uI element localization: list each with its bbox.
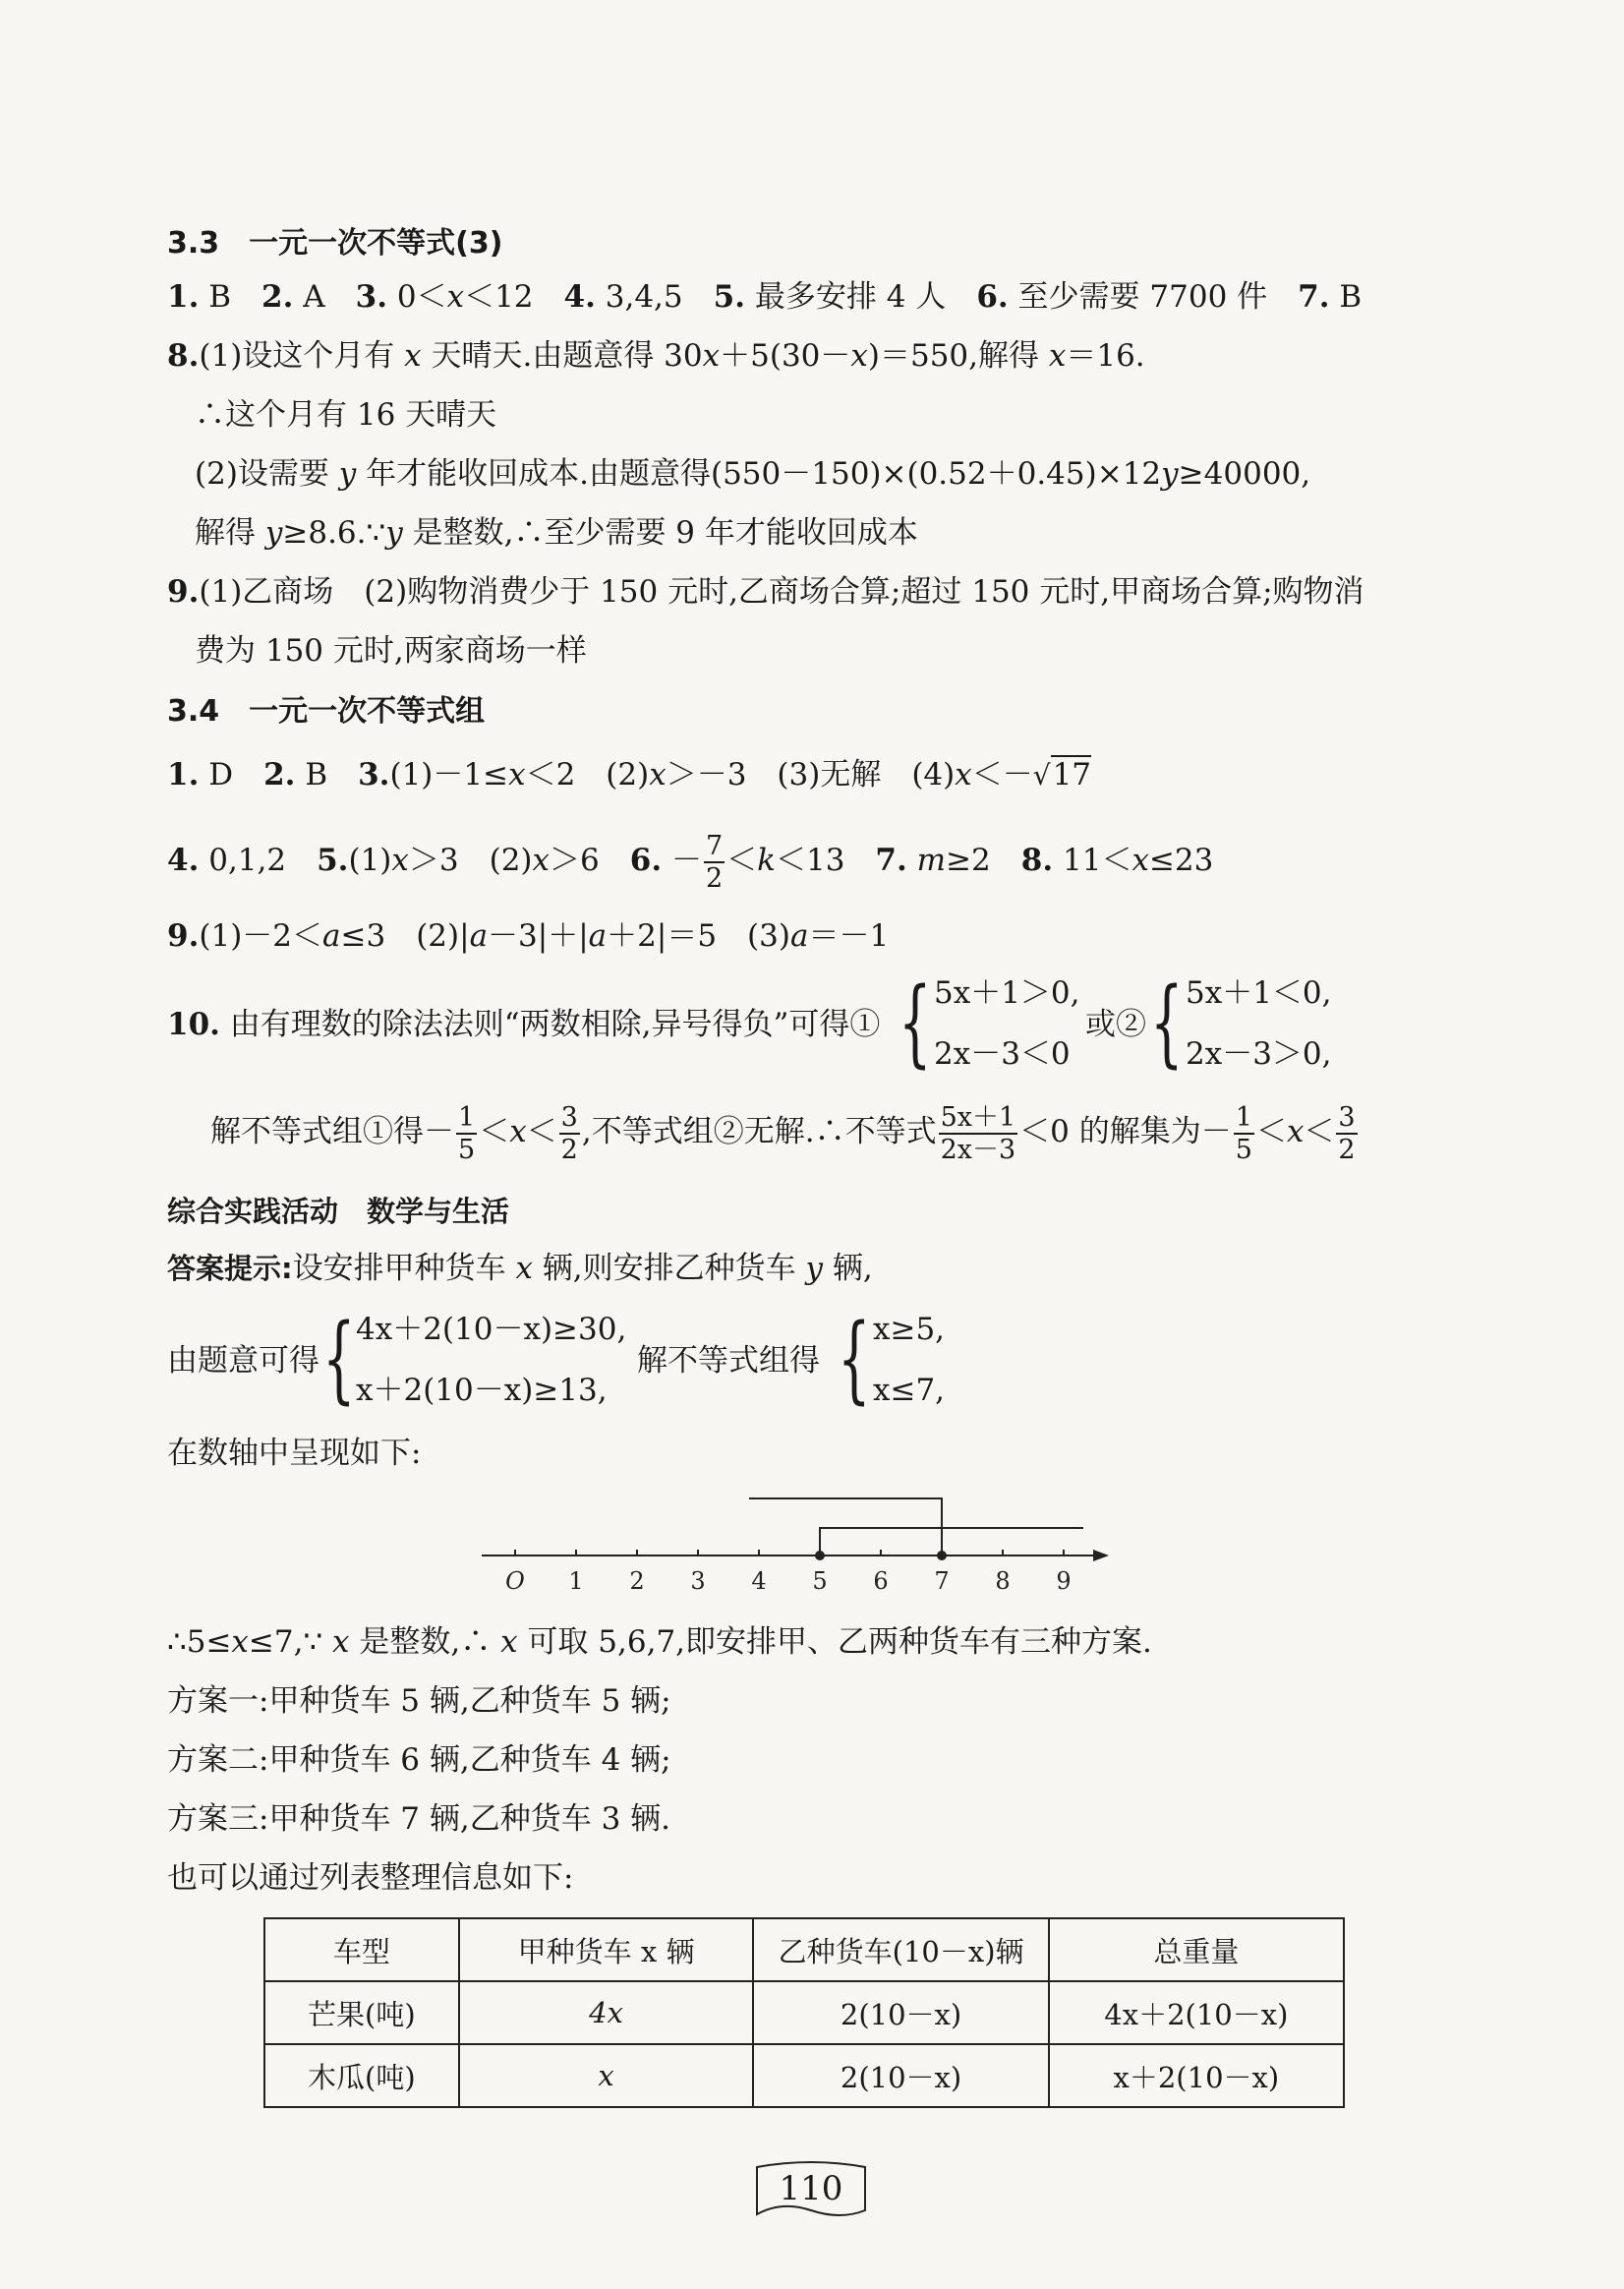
section-3-3-title: 3.3 一元一次不等式(3) [167, 226, 503, 261]
s33-q8-part2-solution: 解得 y≥8.6.∵y 是整数,∴至少需要 9 年才能收回成本 [195, 515, 918, 551]
by-problem-label: 由题意可得 [167, 1343, 319, 1379]
table-cell: 4x [459, 1981, 754, 2044]
page-number: 110 [779, 2169, 843, 2208]
section-3-4-title: 3.4 一元一次不等式组 [167, 694, 486, 729]
range-x-ge-5 [820, 1528, 1083, 1555]
system-4-eq1: x≥5, [873, 1312, 946, 1347]
s33-answers-line-1: 1. B 2. A 3. 0＜x＜12 4. 3,4,5 5. 最多安排 4 人 6. 至少需要 7700 件 7. B [167, 279, 1363, 315]
system-2-eq1: 5x＋1＜0, [1186, 975, 1332, 1011]
number-line-arrow-icon [1093, 1550, 1109, 1561]
s34-q10: 10. 由有理数的除法法则“两数相除,异号得负”可得① [167, 1007, 881, 1042]
table-header: 总重量 [1049, 1918, 1344, 1981]
table-cell: 木瓜(吨) [264, 2044, 459, 2107]
number-line-tick-label: 3 [690, 1567, 706, 1593]
s34-answers-line-1: 1. D 2. B 3.(1)－1≤x＜2 (2)x＞－3 (3)无解 (4)x＜－√17 [167, 757, 1092, 792]
number-line-tick-label: 7 [934, 1567, 950, 1593]
table-cell: 芒果(吨) [264, 1981, 459, 2044]
table-cell: 4x＋2(10－x) [1049, 1981, 1344, 2044]
s33-q8-part2: (2)设需要 y 年才能收回成本.由题意得(550－150)×(0.52＋0.45)×12y≥40000, [195, 456, 1311, 492]
s34-q9: 9.(1)－2＜a≤3 (2)|a－3|＋|a＋2|＝5 (3)a＝－1 [167, 918, 890, 954]
practice-hint: 答案提示:设安排甲种货车 x 辆,则安排乙种货车 y 辆, [167, 1251, 873, 1286]
number-line [472, 1485, 1140, 1593]
table-header: 甲种货车 x 辆 [459, 1918, 754, 1981]
s33-q8-part1: 8.(1)设这个月有 x 天晴天.由题意得 30x＋5(30－x)＝550,解得 x＝16. [167, 338, 1145, 374]
table-header-row [264, 1918, 1344, 1981]
number-line-tick-label: 6 [873, 1567, 889, 1593]
system-3-eq2: x＋2(10－x)≥13, [356, 1373, 608, 1408]
number-line-tick-label: 2 [629, 1567, 645, 1593]
practice-title: 综合实践活动 数学与生活 [167, 1195, 510, 1228]
conclusion: ∴5≤x≤7,∵ x 是整数,∴ x 可取 5,6,7,即安排甲、乙两种货车有三种方案. [167, 1624, 1152, 1660]
closed-dot-5 [815, 1551, 825, 1560]
number-line-tick-label: 9 [1056, 1567, 1072, 1593]
table-cell: x [459, 2044, 754, 2107]
table-header: 乙种货车(10－x)辆 [753, 1918, 1048, 1981]
number-line-tick-label: 8 [995, 1567, 1011, 1593]
table-cell: 2(10－x) [753, 2044, 1048, 2107]
fraction-7-2: $\frac{7}{2}$ [705, 830, 724, 894]
solve-label: 解不等式组得 [637, 1343, 820, 1379]
s34-q10-solution: 解不等式组①得－ $\frac{1}{5}$ ＜x＜ $\frac{3}{2}$ ,不等式组②无解.∴不等式 $\frac{5x+1}{2x-3}$ ＜0 的解集为－ $\frac{1}{5}$ ＜x＜ $\frac{3}{2}$ [210, 1101, 1356, 1165]
brace-system-3: { [322, 1304, 356, 1414]
number-line-tick-label: 4 [751, 1567, 767, 1593]
system-1-eq1: 5x＋1＞0, [934, 975, 1080, 1011]
s34-q10-or: 或② [1085, 1007, 1146, 1042]
table-row [264, 2044, 1344, 2107]
table-header: 车型 [264, 1918, 459, 1981]
table-cell: 2(10－x) [753, 1981, 1048, 2044]
table-row [264, 1981, 1344, 2044]
system-4-eq2: x≤7, [873, 1373, 946, 1408]
number-line-tick-label: 5 [812, 1567, 828, 1593]
s33-q9-cont: 费为 150 元时,两家商场一样 [195, 633, 587, 669]
table-cell: x＋2(10－x) [1049, 2044, 1344, 2107]
brace-system-4: { [838, 1304, 871, 1414]
number-line-tick-label: 1 [568, 1567, 584, 1593]
s34-answers-line-2: 4. 0,1,2 5.(1)x＞3 (2)x＞6 6. － $\frac{7}{2}$ ＜k＜13 7. m≥2 8. 11＜x≤23 [167, 830, 1214, 894]
info-table [263, 1917, 1345, 2108]
system-3-eq1: 4x＋2(10－x)≥30, [356, 1312, 627, 1347]
plan-1: 方案一:甲种货车 5 辆,乙种货车 5 辆; [167, 1683, 671, 1719]
number-line-tick-label: O [505, 1567, 525, 1593]
s33-q8-result: ∴这个月有 16 天晴天 [195, 397, 497, 433]
system-2-eq2: 2x－3＞0, [1186, 1036, 1332, 1072]
closed-dot-7 [937, 1551, 947, 1560]
brace-system-1: { [899, 968, 932, 1078]
plan-2: 方案二:甲种货车 6 辆,乙种货车 4 辆; [167, 1742, 671, 1778]
brace-system-2: { [1150, 968, 1184, 1078]
numline-intro: 在数轴中呈现如下: [167, 1436, 422, 1471]
table-intro: 也可以通过列表整理信息如下: [167, 1860, 574, 1896]
plan-3: 方案三:甲种货车 7 辆,乙种货车 3 辆. [167, 1801, 671, 1837]
system-1-eq2: 2x－3＜0 [934, 1036, 1071, 1072]
s33-q9: 9.(1)乙商场 (2)购物消费少于 150 元时,乙商场合算;超过 150 元时,甲商场合算;购物消 [167, 574, 1364, 610]
